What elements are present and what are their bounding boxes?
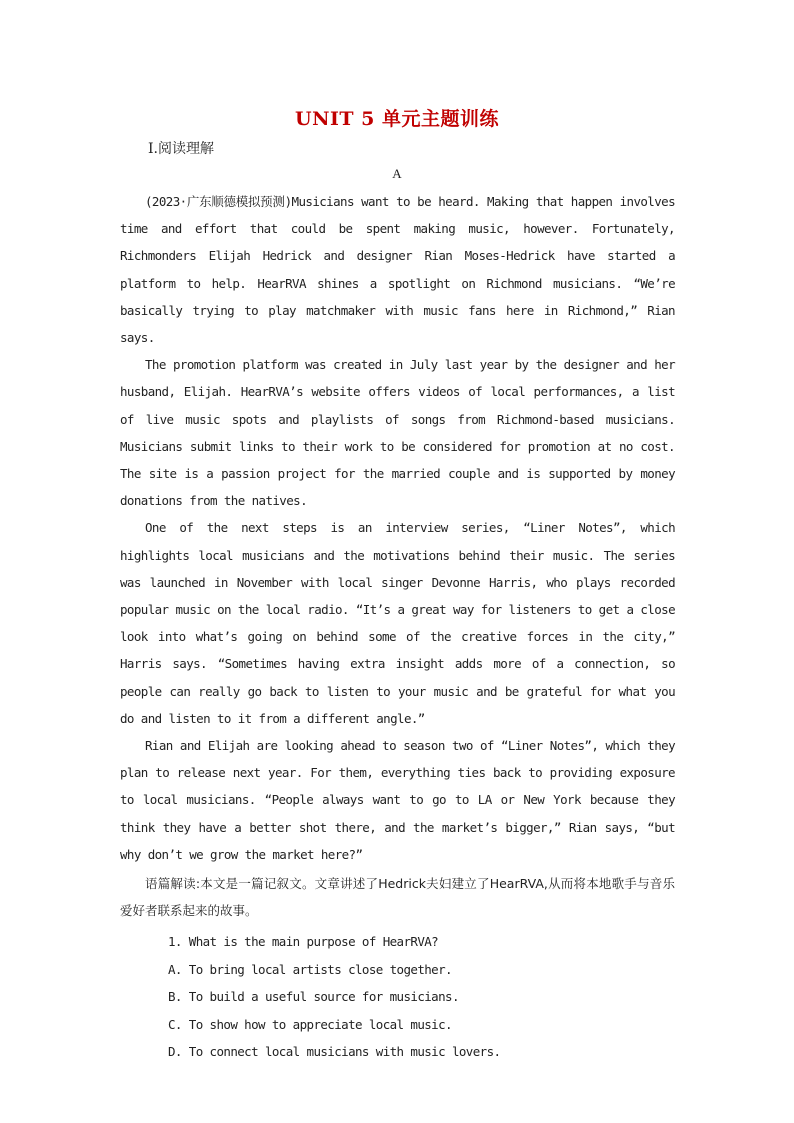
- passage-label: A: [392, 166, 402, 181]
- paragraph: One of the next steps is an interview series, “Liner Notes”, which highlights local musicians and the motivations behind their music. The series was launched in November with local singer Devonne Harris, who plays recorded popular music on the local radio. “It’s a great way for listeners to get a close look into what’s going on behind some of the creative forces in the city,” Harris says. “Sometimes having extra insight adds more of a connection, so people can really go back to listen to your music and be grateful for what you do and listen to it from a different angle.”: [120, 520, 675, 726]
- option-b: B. To build a useful source for musicians.: [168, 989, 459, 1005]
- passage-body: [120, 188, 675, 1066]
- paragraph: Rian and Elijah are looking ahead to season two of “Liner Notes”, which they plan to release next year. For them, everything ties back to providing exposure to local musicians. “People always want to go to LA or New York because they think they have a better shot there, and the market’s bigger,” Rian says, “but why don’t we grow the market here?”: [120, 738, 675, 862]
- section-heading: Ⅰ.阅读理解: [148, 141, 214, 157]
- option-a: A. To bring local artists close together.: [168, 961, 452, 977]
- question-stem: 1. What is the main purpose of HearRVA?: [168, 934, 439, 950]
- question-1: [120, 928, 675, 1065]
- option-c: C. To show how to appreciate local music.: [168, 1016, 452, 1032]
- option-d: D. To connect local musicians with music lovers.: [168, 1044, 501, 1060]
- page-title: UNIT 5 单元主题训练: [295, 108, 499, 130]
- paragraph: (2023·广东顺德模拟预测)Musicians want to be heard. Making that happen involves time and effort that could be spent making music, however. Fortunately, Richmonders Elijah Hedrick and designer Rian Moses-Hedrick have started a platform to help. HearRVA shines a spotlight on Richmond musicians. “We’re basically trying to play matchmaker with music fans here in Richmond,” Rian says.: [120, 194, 675, 346]
- paragraph: The promotion platform was created in July last year by the designer and her husband, Elijah. HearRVA’s website offers videos of local performances, a list of live music spots and playlists of songs from Richmond-based musicians. Musicians submit links to their work to be considered for promotion at no cost. The site is a passion project for the married couple and is supported by money donations from the natives.: [120, 357, 675, 509]
- passage-analysis: 语篇解读:本文是一篇记叙文。文章讲述了Hedrick夫妇建立了HearRVA,从而将本地歌手与音乐爱好者联系起来的故事。: [120, 876, 675, 919]
